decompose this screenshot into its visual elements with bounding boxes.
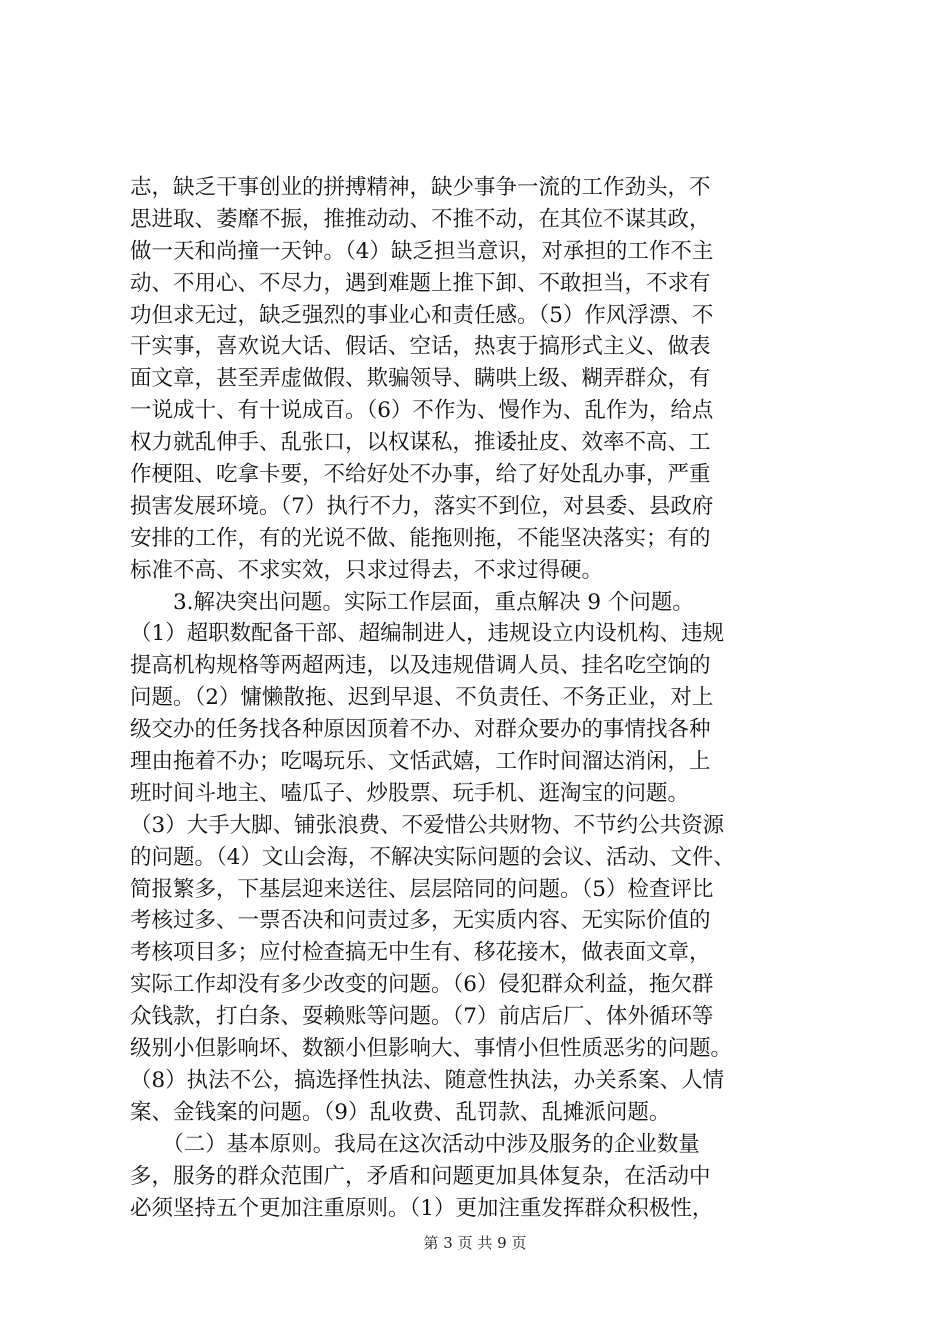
- text-line: 考核项目多；应付检查搞无中生有、移花接木，做表面文章，: [130, 940, 711, 966]
- text-line: 权力就乱伸手、乱张口，以权谋私，推诿扯皮、效率不高、工: [130, 430, 711, 456]
- text-line: 干实事，喜欢说大话、假话、空话，热衷于搞形式主义、做表: [130, 334, 711, 360]
- text-line: 简报繁多，下基层迎来送往、层层陪同的问题。（5）检查评比: [130, 876, 714, 902]
- text-line: 问题。（2）慵懒散拖、迟到早退、不负责任、不务正业，对上: [130, 685, 714, 711]
- text-line: 动、不用心、不尽力，遇到难题上推下卸、不敢担当，不求有: [130, 270, 711, 296]
- text-line: 3.解决突出问题。实际工作层面，重点解决 9 个问题。: [130, 589, 694, 615]
- text-line: 众钱款，打白条、耍赖账等问题。（7）前店后厂、体外循环等: [130, 1004, 714, 1030]
- text-line: （1）超职数配备干部、超编制进人，违规设立内设机构、违规: [130, 621, 725, 647]
- text-line: 案、金钱案的问题。（9）乱收费、乱罚款、乱摊派问题。: [130, 1099, 671, 1125]
- text-line: 一说成十、有十说成百。（6）不作为、慢作为、乱作为，给点: [130, 398, 714, 424]
- text-line: （8）执法不公，搞选择性执法、随意性执法，办关系案、人情: [130, 1067, 725, 1093]
- text-line: 提高机构规格等两超两违，以及违规借调人员、挂名吃空饷的: [130, 653, 711, 679]
- text-line: 实际工作却没有多少改变的问题。（6）侵犯群众利益，拖欠群: [130, 972, 714, 998]
- text-line: 级交办的任务找各种原因顶着不办、对群众要办的事情找各种: [130, 717, 711, 743]
- text-line: 做一天和尚撞一天钟。（4）缺乏担当意识，对承担的工作不主: [130, 238, 714, 264]
- text-line: 面文章，甚至弄虚做假、欺骗领导、瞒哄上级、糊弄群众，有: [130, 366, 711, 392]
- text-line: 作梗阻、吃拿卡要，不给好处不办事，给了好处乱办事，严重: [130, 462, 711, 488]
- text-line: 安排的工作，有的光说不做、能拖则拖，不能坚决落实；有的: [130, 525, 711, 551]
- text-line: 损害发展环境。（7）执行不力，落实不到位，对县委、县政府: [130, 493, 714, 519]
- text-line: 志，缺乏干事创业的拼搏精神，缺少事争一流的工作劲头，不: [130, 175, 711, 200]
- text-line: 班时间斗地主、嗑瓜子、炒股票、玩手机、逛淘宝的问题。: [130, 780, 690, 806]
- text-line: 的问题。（4）文山会海，不解决实际问题的会议、活动、文件、: [130, 844, 735, 870]
- text-line: 必须坚持五个更加注重原则。（1）更加注重发挥群众积极性，: [130, 1195, 714, 1221]
- text-line: 标准不高、不求实效，只求过得去，不求过得硬。: [130, 557, 604, 583]
- text-line: 多，服务的群众范围广，矛盾和问题更加具体复杂，在活动中: [130, 1163, 711, 1189]
- text-line: 级别小但影响坏、数额小但影响大、事情小但性质恶劣的问题。: [130, 1036, 733, 1062]
- text-line: 理由拖着不办；吃喝玩乐、文恬武嬉，工作时间溜达消闲，上: [130, 749, 711, 775]
- text-line: 考核过多、一票否决和问责过多，无实质内容、无实际价值的: [130, 908, 711, 934]
- document-body: [130, 172, 830, 1224]
- text-line: （3）大手大脚、铺张浪费、不爱惜公共财物、不节约公共资源: [130, 812, 725, 838]
- text-line: 思进取、萎靡不振，推推动动、不推不动，在其位不谋其政，: [130, 206, 711, 232]
- page-footer: 第 3 页 共 9 页: [423, 1234, 527, 1252]
- text-line: （二）基本原则。我局在这次活动中涉及服务的企业数量: [130, 1131, 700, 1157]
- text-line: 功但求无过，缺乏强烈的事业心和责任感。（5）作风浮漂、不: [130, 302, 714, 328]
